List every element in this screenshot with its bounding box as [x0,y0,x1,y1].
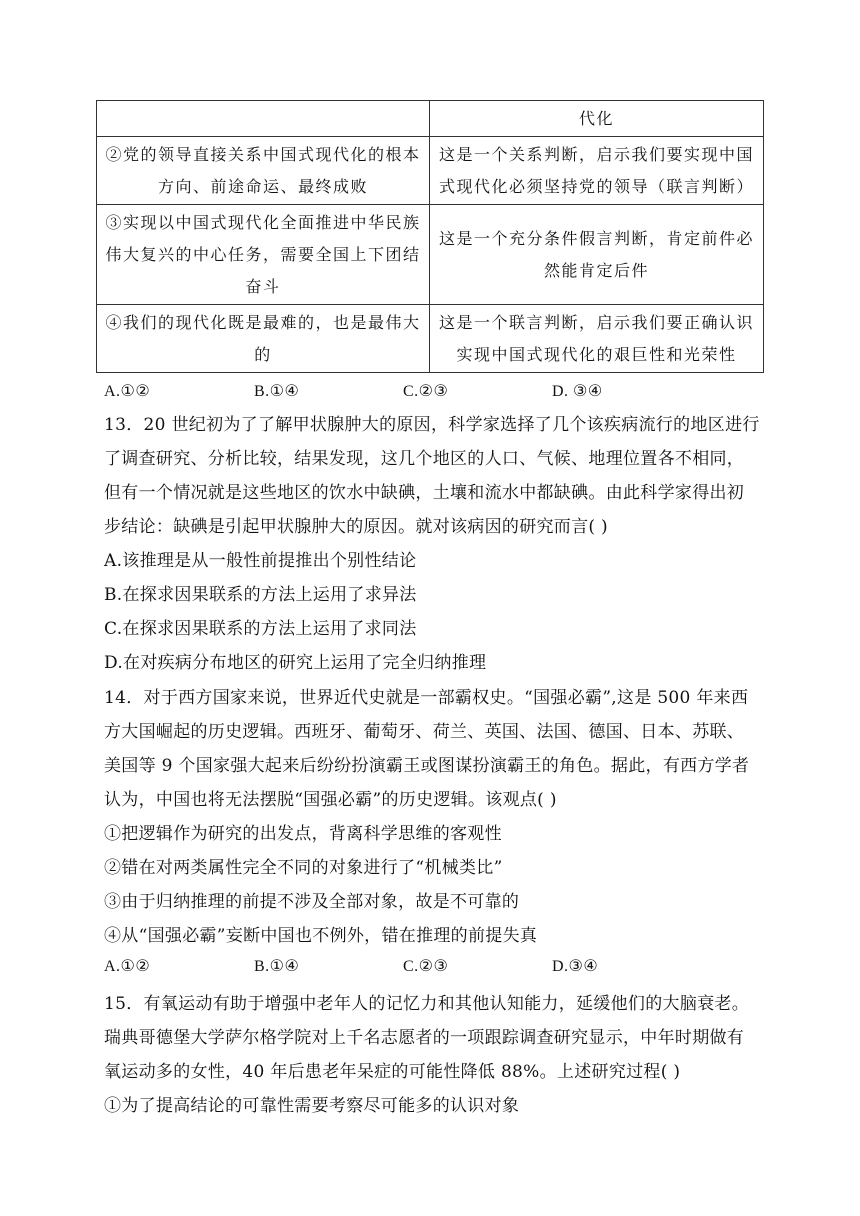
q15-stem-line: 瑞典哥德堡大学萨尔格学院对上千名志愿者的一项跟踪调查研究显示，中年时期做有 [104,1028,745,1048]
table-cell-right: 这是一个充分条件假言判断，肯定前件必 然能肯定后件 [430,205,764,305]
q13-stem-line: 13．20 世纪初为了了解甲状腺肿大的原因，科学家选择了几个该疾病流行的地区进行 [104,415,760,435]
q14-item-4: ④从“国强必霸”妄断中国也不例外，错在推理的前提失真 [104,926,538,946]
q13-option-b: B.在探求因果联系的方法上运用了求异法 [104,585,417,605]
judgment-table [96,100,764,373]
q14-stem-line: 方大国崛起的历史逻辑。西班牙、葡萄牙、荷兰、英国、法国、德国、日本、苏联、 [104,722,745,742]
table-cell-right: 这是一个关系判断，启示我们要实现中国 式现代化必须坚持党的领导（联言判断） [430,137,764,205]
q15-item-1: ①为了提高结论的可靠性需要考察尽可能多的认识对象 [104,1096,520,1116]
table-cell-left: ④我们的现代化既是最难的，也是最伟大 的 [97,305,430,373]
q14-stem-line: 美国等 9 个国家强大起来后纷纷扮演霸王或图谋扮演霸王的角色。据此，有西方学者 [104,756,750,776]
table-cell-left: ②党的领导直接关系中国式现代化的根本 方向、前途命运、最终成败 [97,137,430,205]
q13-option-d: D.在对疾病分布地区的研究上运用了完全归纳推理 [104,653,487,673]
q14-item-3: ③由于归纳推理的前提不涉及全部对象，故是不可靠的 [104,892,520,912]
q15-stem-line: 氧运动多的女性，40 年后患老年呆症的可能性降低 88%。上述研究过程( ) [104,1062,681,1082]
table-cell-left [97,101,430,137]
q13-stem-line: 了调查研究、分析比较，结果发现，这几个地区的人口、气候、地理位置各不相同， [104,449,745,469]
q13-stem-line: 但有一个情况就是这些地区的饮水中缺碘，土壤和流水中都缺碘。由此科学家得出初 [104,483,745,503]
table-row [97,305,764,373]
q12-option-a: A.①② [104,383,151,400]
q13-option-a: A.该推理是从一般性前提推出个别性结论 [104,551,417,571]
q13-option-c: C.在探求因果联系的方法上运用了求同法 [104,619,417,639]
q12-option-b: B.①④ [254,383,300,400]
q12-option-d: D. ③④ [552,383,603,400]
table-cell-left: ③实现以中国式现代化全面推进中华民族 伟大复兴的中心任务，需要全国上下团结 奋斗 [97,205,430,305]
q13-stem-line: 步结论：缺碘是引起甲状腺肿大的原因。就对该病因的研究而言( ) [104,517,608,537]
table-cell-right: 代化 [430,101,764,137]
table-cell-right: 这是一个联言判断，启示我们要正确认识 实现中国式现代化的艰巨性和光荣性 [430,305,764,373]
table-row [97,205,764,305]
q15-stem-line: 15．有氧运动有助于增强中老年人的记忆力和其他认知能力，延缓他们的大脑衰老。 [104,994,750,1014]
q14-stem-line: 认为，中国也将无法摆脱“国强必霸”的历史逻辑。该观点( ) [104,790,557,810]
q14-stem-line: 14．对于西方国家来说，世界近代史就是一部霸权史。“国强必霸”,这是 500 年来西 [104,688,749,708]
table-row [97,137,764,205]
q14-item-1: ①把逻辑作为研究的出发点，背离科学思维的客观性 [104,824,502,844]
q12-option-c: C.②③ [403,383,449,400]
q14-option-b: B.①④ [254,958,300,975]
q14-option-a: A.①② [104,958,151,975]
table-row [97,101,764,137]
q14-option-d: D.③④ [552,958,599,975]
q14-option-c: C.②③ [403,958,449,975]
q14-item-2: ②错在对两类属性完全不同的对象进行了“机械类比” [104,858,503,878]
